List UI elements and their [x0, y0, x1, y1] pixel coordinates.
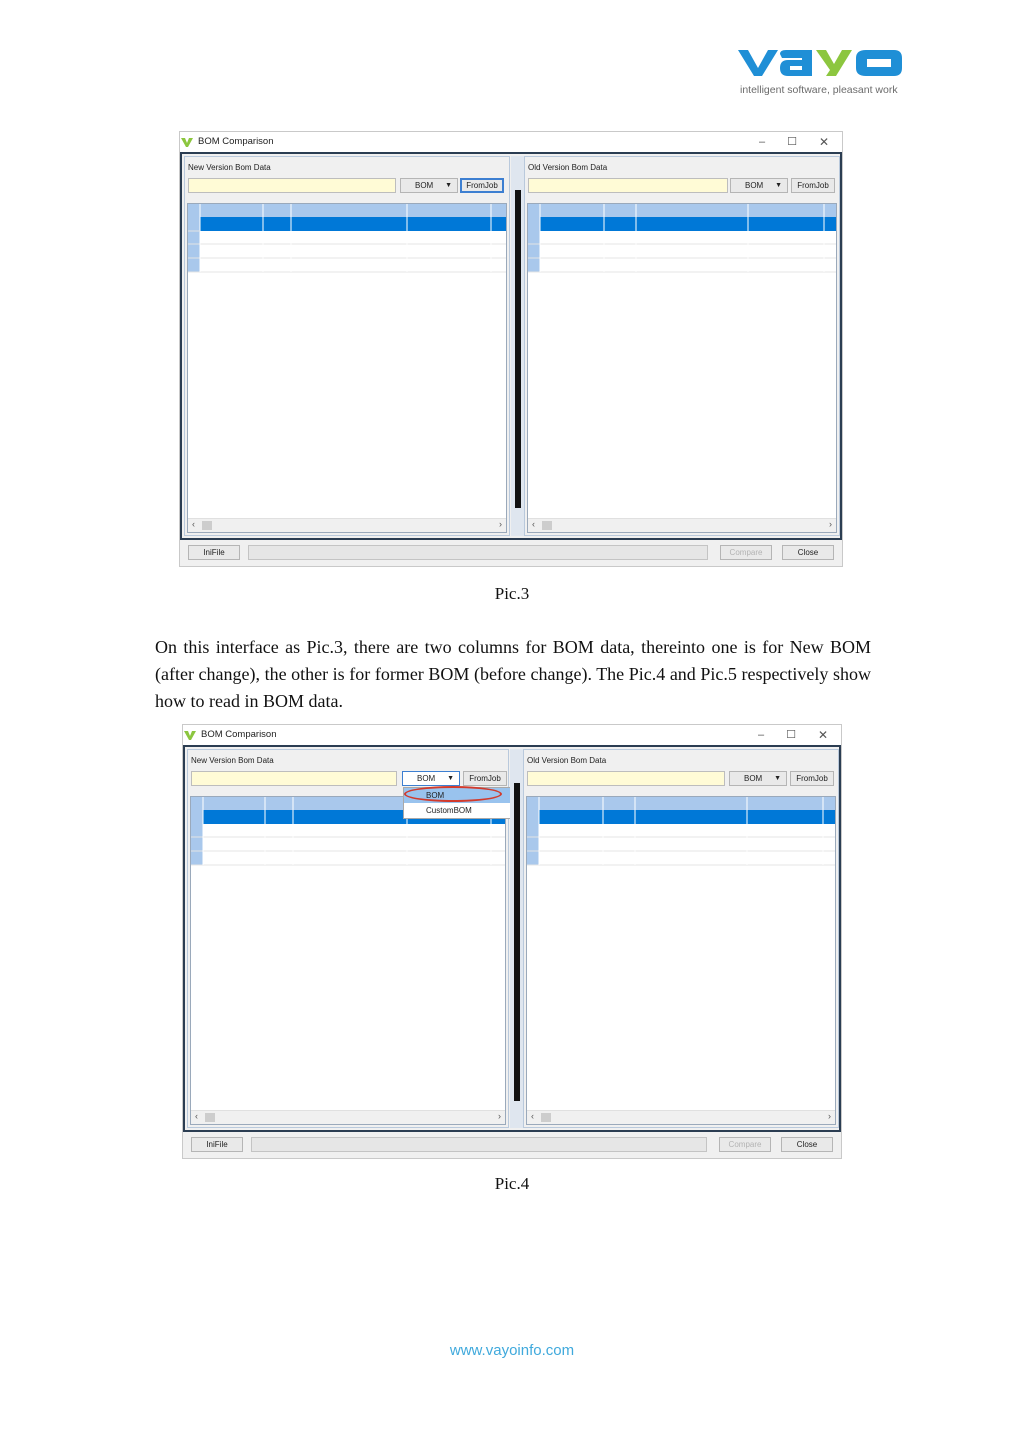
panel-title: Old Version Bom Data [528, 163, 608, 172]
minimize-icon[interactable]: – [758, 136, 766, 148]
grid-rows [191, 797, 506, 1125]
progress-bar [248, 545, 708, 560]
horizontal-scrollbar[interactable] [528, 518, 836, 532]
scroll-thumb[interactable] [542, 521, 552, 530]
bottom-bar [183, 1132, 841, 1158]
scroll-thumb[interactable] [205, 1113, 215, 1122]
horizontal-scrollbar[interactable] [191, 1110, 505, 1124]
horizontal-scrollbar[interactable] [527, 1110, 835, 1124]
scroll-left-icon[interactable]: ‹ [532, 519, 535, 529]
new-version-panel [187, 749, 509, 1128]
panel-title: New Version Bom Data [188, 163, 271, 172]
scroll-thumb[interactable] [202, 521, 212, 530]
scroll-left-icon[interactable]: ‹ [195, 1111, 198, 1121]
bom-type-select[interactable] [402, 771, 472, 815]
grid-rows [188, 204, 506, 533]
combo-value: BOM [417, 774, 436, 783]
compare-button[interactable]: Compare [720, 545, 772, 560]
bom-type-select[interactable] [730, 178, 788, 193]
option-label: CustomBOM [426, 806, 472, 815]
combo-value: BOM [745, 181, 764, 190]
from-job-button[interactable]: FromJob [460, 178, 504, 193]
close-button[interactable]: Close [781, 1137, 833, 1152]
bom-type-select[interactable] [400, 178, 458, 193]
title-bar [183, 725, 841, 745]
bom-grid[interactable] [527, 203, 837, 533]
from-job-button[interactable]: FromJob [463, 771, 507, 786]
horizontal-scrollbar[interactable] [188, 518, 506, 532]
app-logo-icon [183, 728, 197, 742]
client-area [183, 745, 841, 1132]
maximize-icon[interactable]: ☐ [787, 136, 797, 148]
bom-type-select[interactable] [729, 771, 787, 786]
bottom-bar [180, 540, 842, 566]
highlight-ellipse [404, 786, 502, 802]
panel-title: Old Version Bom Data [527, 756, 607, 765]
title-bar [180, 132, 842, 152]
scroll-right-icon[interactable]: › [499, 519, 502, 529]
minimize-icon[interactable]: – [757, 729, 765, 741]
bom-grid[interactable] [187, 203, 507, 533]
bom-type-dropdown [403, 787, 519, 819]
option-label: BOM [426, 791, 445, 800]
inifile-button[interactable]: IniFile [188, 545, 240, 560]
file-path-input[interactable] [188, 178, 396, 193]
figure-caption: Pic.3 [494, 584, 530, 603]
progress-bar [251, 1137, 707, 1152]
inifile-button[interactable]: IniFile [191, 1137, 243, 1152]
splitter-handle[interactable] [515, 190, 521, 508]
app-logo-icon [180, 135, 194, 149]
maximize-icon[interactable]: ☐ [786, 729, 796, 741]
file-path-input[interactable] [191, 771, 397, 786]
figure-caption: Pic.4 [494, 1174, 530, 1193]
logo-tagline: intelligent software, pleasant work [740, 84, 898, 96]
body-paragraph: On this interface as Pic.3, there are two columns for BOM data, thereinto one is for New BOM (after change), the other is for former BOM (before change). The Pic.4 and Pic.5 respectively show how to read in BOM data. [155, 637, 871, 711]
grid-rows [527, 797, 836, 1125]
panel-splitter[interactable] [511, 156, 525, 536]
old-version-panel [523, 749, 839, 1128]
scroll-left-icon[interactable]: ‹ [531, 1111, 534, 1121]
grid-rows [528, 204, 837, 533]
close-icon[interactable]: ✕ [817, 728, 829, 742]
bom-comparison-window-pic4 [182, 724, 842, 1159]
scroll-right-icon[interactable]: › [498, 1111, 501, 1121]
chevron-down-icon: ▼ [445, 182, 452, 189]
window-title: BOM Comparison [201, 729, 277, 740]
client-area [180, 152, 842, 540]
vayo-logo [736, 44, 906, 100]
new-version-panel [184, 156, 510, 536]
chevron-down-icon: ▼ [774, 775, 781, 782]
from-job-button[interactable]: FromJob [791, 178, 835, 193]
bom-comparison-window-pic3 [179, 131, 843, 567]
close-button[interactable]: Close [782, 545, 834, 560]
file-path-input[interactable] [527, 771, 725, 786]
dropdown-option-bom[interactable] [404, 788, 518, 803]
from-job-button[interactable]: FromJob [790, 771, 834, 786]
old-version-panel [524, 156, 840, 536]
splitter-handle[interactable] [514, 783, 520, 1101]
panel-splitter[interactable] [510, 749, 524, 1128]
window-title: BOM Comparison [198, 136, 274, 147]
bom-grid[interactable] [526, 796, 836, 1125]
combo-value: BOM [415, 181, 434, 190]
panel-title: New Version Bom Data [191, 756, 274, 765]
file-path-input[interactable] [528, 178, 728, 193]
scroll-right-icon[interactable]: › [829, 519, 832, 529]
vayo-wordmark-icon [736, 44, 904, 80]
compare-button[interactable]: Compare [719, 1137, 771, 1152]
bom-grid[interactable] [190, 796, 506, 1125]
chevron-down-icon: ▼ [775, 182, 782, 189]
scroll-right-icon[interactable]: › [828, 1111, 831, 1121]
footer-url[interactable]: www.vayoinfo.com [449, 1342, 575, 1359]
close-icon[interactable]: ✕ [818, 135, 830, 149]
dropdown-option-custombom[interactable] [404, 803, 518, 818]
chevron-down-icon: ▼ [447, 775, 454, 782]
scroll-left-icon[interactable]: ‹ [192, 519, 195, 529]
scroll-thumb[interactable] [541, 1113, 551, 1122]
combo-value: BOM [744, 774, 763, 783]
